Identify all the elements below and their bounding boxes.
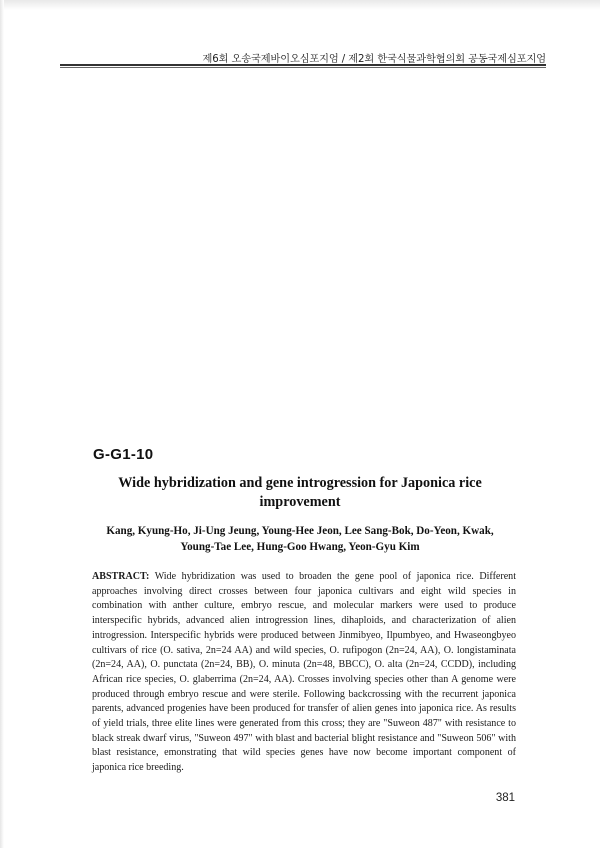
page-edge-shadow-left [0,0,4,848]
author-list: Kang, Kyung-Ho, Ji-Ung Jeung, Young-Hee Jeon, Lee Sang-Bok, Do-Yeon, Kwak, Young-Tae Lee, Hung-Goo Hwang, Yeon-Gyu Kim [106,525,494,553]
session-code: G-G1-10 [93,446,154,463]
page-edge-shadow-top [0,0,600,10]
paper-title: Wide hybridization and gene introgression for Japonica rice improvement [118,475,482,510]
page-number: 381 [495,792,515,804]
header-rule-thin [60,67,546,68]
abstract-label: ABSTRACT: [92,571,150,582]
abstract-body: Wide hybridization was used to broaden the gene pool of japonica rice. Different approaches involving direct crosses between four japonica cultivars and eight wild species in combination with anther culture, embryo rescue, and molecular markers were used to produce interspecific hybrids, advanced alien introgression lines, dihaploids, and characterization of alien introgression. Interspecific hybrids were produced between Jinmibyeo, Ilpumbyeo, and Hwaseongbyeo cultivars of rice (O. sativa, 2n=24 AA) and wild species, O. rufipogon (2n=24, AA), O. longistaminata (2n=24, AA), O. punctata (2n=24, BB), O. minuta (2n=48, BBCC), O. alta (2n=24, CCDD), including African rice species, O. glaberrima (2n=24, AA). Crosses involving species other than A genome were produced through embryo rescue and were sterile. Following backcrossing with the recurrent japonica parents, advanced progenies have been produced for transfer of alien genes into japonica rice. As results of yield trials, three elite lines were generated from this cross; they are "Suweon 487" with resistance to black streak dwarf virus, "Suweon 497" with blast and bacterial blight resistance and "Suweon 506" with blast resistance, emonstrating that wild species genes have now become important component of japonica rice breeding. [92,571,516,774]
abstract [92,570,516,776]
header-rule [60,64,546,66]
running-header: 제6회 오송국제바이오심포지엄 / 제2회 한국식물과학협의회 공동국제심포지엄 [202,54,546,65]
